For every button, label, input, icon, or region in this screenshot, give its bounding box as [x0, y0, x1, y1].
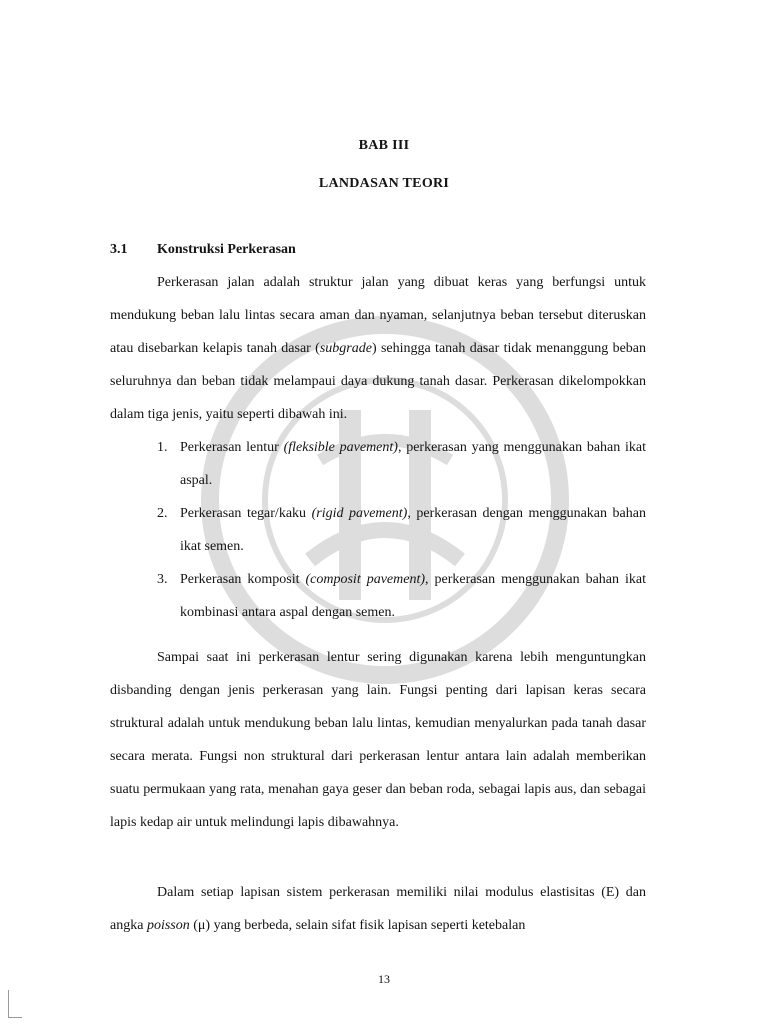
text-run-italic: (rigid pavement): [311, 506, 408, 521]
paragraph-layer-properties: [110, 876, 646, 942]
section-heading: [110, 242, 296, 258]
text-run: Perkerasan jalan adalah struktur jalan yang dibuat keras yang berfungsi untuk mendukung beban lalu lintas secara aman dan nyaman, selanjutnya beban tersebut diteruskan atau disebarkan kelapis tanah dasar (: [110, 275, 646, 356]
text-run: (μ) yang berbeda, selain sifat fisik lapisan seperti ketebalan: [189, 918, 526, 933]
pavement-type-list: [157, 431, 646, 629]
list-item: [157, 563, 646, 629]
scan-edge-mark: [8, 990, 9, 1018]
text-run: Perkerasan tegar/kaku: [180, 506, 312, 521]
list-marker: 3.: [157, 572, 168, 587]
paragraph-definition: [110, 266, 646, 431]
paragraph-flexible-pavement: [110, 641, 646, 839]
text-run-italic: subgrade: [319, 341, 372, 356]
text-run: Perkerasan lentur: [180, 440, 284, 455]
text-run: Perkerasan komposit: [180, 572, 306, 587]
text-run: , perkerasan menggunakan bahan ikat kombinasi antara aspal dengan semen.: [180, 572, 646, 620]
list-item: [157, 431, 646, 497]
text-run: , perkerasan yang menggunakan bahan ikat aspal.: [180, 440, 646, 488]
section-title: Konstruksi Perkerasan: [157, 242, 296, 257]
list-marker: 2.: [157, 506, 168, 521]
list-marker: 1.: [157, 440, 168, 455]
section-number: 3.1: [110, 242, 128, 257]
page-number: 13: [378, 972, 390, 986]
text-run-italic: (fleksible pavement): [283, 440, 398, 455]
list-item: [157, 497, 646, 563]
text-run-italic: (composit pavement): [305, 572, 425, 587]
chapter-title: LANDASAN TEORI: [318, 176, 450, 191]
text-run: Sampai saat ini perkerasan lentur sering digunakan karena lebih menguntungkan disbanding dengan jenis perkerasan yang lain. Fungsi penting dari lapisan keras secara struktural adalah untuk mendukung beban lalu lintas, kemudian menyalurkan pada tanah dasar secara merata. Fungsi non struktural dari perkerasan lentur antara lain adalah memberikan suatu permukaan yang rata, menahan gaya geser dan beban roda, sebagai lapis aus, dan sebagai lapis kedap air untuk melindungi lapis dibawahnya.: [110, 650, 646, 830]
scan-edge-mark: [8, 1017, 22, 1018]
text-run: Dalam setiap lapisan sistem perkerasan memiliki nilai modulus elastisitas (E) dan angka: [110, 885, 646, 933]
chapter-label: BAB III: [358, 138, 410, 153]
text-run: , perkerasan dengan menggunakan bahan ikat semen.: [180, 506, 646, 554]
text-run: ) sehingga tanah dasar tidak menanggung beban seluruhnya dan beban tidak melampaui daya dukung tanah dasar. Perkerasan dikelompokkan dalam tiga jenis, yaitu seperti dibawah ini.: [110, 341, 646, 422]
text-run-italic: poisson: [146, 918, 190, 933]
